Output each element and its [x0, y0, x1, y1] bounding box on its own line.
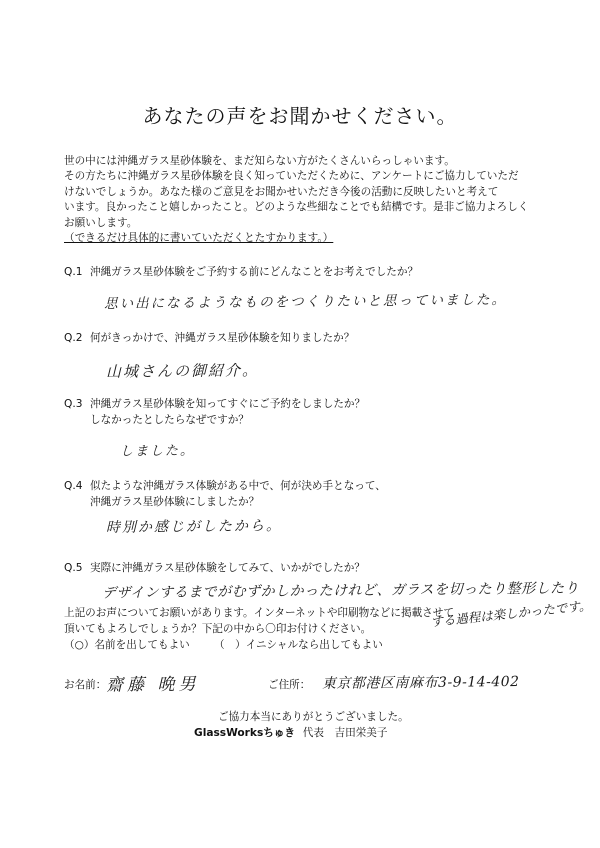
address-value: 東京都港区南麻布3-9-14-402 [321, 673, 520, 693]
question-3 [64, 396, 365, 428]
consent-option-name: （○）名前を出してもよい [64, 639, 190, 651]
representative: 代表 吉田栄美子 [302, 727, 388, 739]
answer-4: 時別か感じがしたから。 [105, 518, 283, 536]
question-text: 沖縄ガラス星砂体験をご予約する前にどんなことをお考えでしたか？ [90, 266, 419, 278]
question-text: 何がきっかけで、沖縄ガラス星砂体験を知りましたか？ [90, 332, 355, 344]
question-1 [64, 264, 418, 280]
intro-note: （できるだけ具体的に書いていただくとたすかります。） [64, 232, 334, 245]
page-title: あなたの声をお聞かせください。 [142, 104, 458, 128]
intro-line: お願いします。 [64, 216, 138, 229]
answer-5-line-2: する過程は楽しかったです。 [429, 597, 592, 630]
consent-text-2: 頂いてもよろしでしょうか？下記の中から〇印お付けください。 [64, 623, 372, 635]
intro-line: その方たちに沖縄ガラス星砂体験を良く知っていただくために、アンケートにご協力していただ [64, 170, 519, 183]
thanks-text: ご協力本当にありがとうございました。 [218, 711, 409, 723]
intro-line: います。良かったこと嬉しかったこと。どのような些細なことでも結構です。是非ご協力よろしく [64, 201, 529, 214]
answer-2: 山城さんの御紹介。 [105, 361, 260, 381]
question-2 [64, 330, 354, 346]
question-text: 実際に沖縄ガラス星砂体験をしてみて、いかがでしたか？ [90, 562, 365, 574]
intro-line: 世の中には沖縄ガラス星砂体験を、まだ知らない方がたくさんいらっしゃいます。 [64, 155, 455, 167]
question-text-continued: しなかったとしたらなぜですか？ [90, 414, 249, 426]
answer-3: しました。 [119, 443, 196, 460]
question-number: Q.3 [64, 398, 83, 410]
intro-line: けないでしょうか。あなた様のご意見をお聞かせいただき今後の活動に反映したいと考えて [64, 185, 499, 198]
question-text: 似たような沖縄ガラス体験がある中で、何が決め手となって、 [90, 480, 386, 492]
intro-text [64, 154, 544, 246]
question-text: 沖縄ガラス星砂体験を知ってすぐにご予約をしましたか？ [90, 398, 366, 410]
question-number: Q.2 [64, 332, 83, 344]
answer-1: 思い出になるようなものをつくりたいと思っていました。 [103, 291, 508, 313]
name-value: 齋藤 晩男 [105, 674, 200, 696]
company-name [194, 726, 387, 741]
address-label: ご住所： [268, 679, 311, 691]
consent-option-initial: （ ）イニシャルなら出してもよい [214, 639, 383, 651]
company-label: GlassWorksちゅき [194, 727, 296, 739]
answer-5-line-1: デザインするまでがむずかしかったけれど、ガラスを切ったり整形したり [101, 580, 580, 602]
question-text-continued: 沖縄ガラス星砂体験にしましたか？ [90, 496, 260, 508]
question-number: Q.1 [64, 266, 83, 278]
question-number: Q.4 [64, 480, 83, 492]
question-4 [64, 478, 386, 510]
question-number: Q.5 [64, 562, 83, 574]
consent-text-1: 上記のお声についてお願いがあります。インターネットや印刷物などに掲載させて [64, 607, 454, 619]
name-label: お名前： [64, 679, 107, 691]
question-5 [64, 560, 365, 576]
